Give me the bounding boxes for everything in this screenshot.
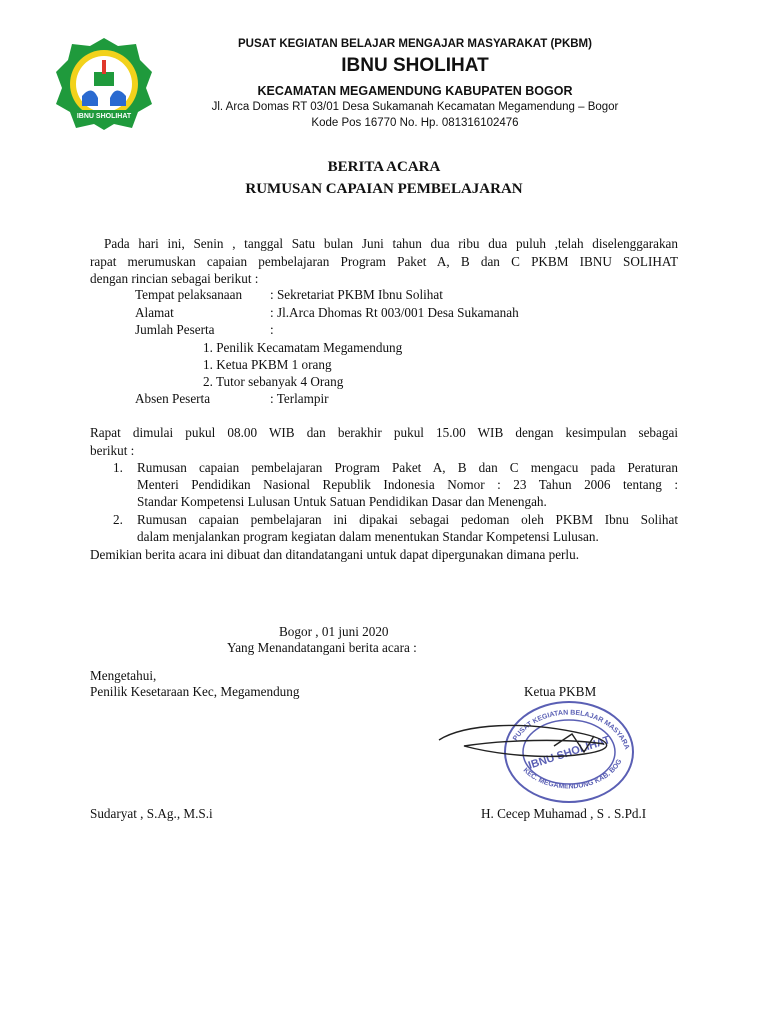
conclusion-1-line-1: Rumusan capaian pembelajaran Program Paket A, B dan C mengacu pada Peraturan — [137, 460, 678, 475]
rapat-line-2: berikut : — [90, 443, 135, 458]
official-stamp — [434, 694, 634, 804]
absen-value: : Terlampir — [270, 391, 329, 406]
closing-statement: Demikian berita acara ini dibuat dan ditandatangani untuk dapat dipergunakan dimana perlu. — [90, 547, 579, 562]
left-signer-name: Sudaryat , S.Ag., M.S.i — [90, 806, 213, 821]
right-signer-title: Ketua PKBM — [524, 684, 597, 699]
tempat-value: : Sekretariat PKBM Ibnu Solihat — [270, 287, 443, 302]
alamat-label: Alamat — [135, 305, 174, 320]
absen-label: Absen Peserta — [135, 391, 211, 406]
stamp-text-center: IBNU SHOLIHAT — [526, 734, 612, 772]
conclusion-number-1: 1. — [113, 460, 123, 475]
rapat-line-1: Rapat dimulai pukul 08.00 WIB dan berakhir pukul 15.00 WIB dengan kesimpulan sebagai — [90, 425, 678, 440]
logo-text-bottom: IBNU SHOLIHAT — [76, 113, 132, 120]
letterhead-postal: Kode Pos 16770 No. Hp. 081316102476 — [311, 117, 519, 129]
stamp-text-top: PUSAT KEGIATAN BELAJAR MASYARA — [512, 709, 631, 751]
mengetahui-label: Mengetahui, — [90, 668, 157, 683]
tempat-label: Tempat pelaksanaan — [135, 287, 243, 302]
intro-line-3: dengan rincian sebagai berikut : — [90, 271, 259, 286]
conclusion-1-line-3: Standar Kompetensi Lulusan Untuk Satuan Pendidikan Dasar dan Menengah. — [137, 494, 547, 509]
date-place: Bogor , 01 juni 2020 — [279, 624, 389, 639]
conclusion-1-line-2: Menteri Pendidikan Nasional Republik Indonesia Nomor : 23 Tahun 2006 tentang : — [137, 477, 678, 492]
jumlah-label: Jumlah Peserta — [135, 322, 215, 337]
letterhead-line1: PUSAT KEGIATAN BELAJAR MENGAJAR MASYARAKAT (PKBM) — [238, 38, 592, 50]
peserta-item: 1. Penilik Kecamatam Megamendung — [203, 340, 403, 355]
right-signer-name: H. Cecep Muhamad , S . S.Pd.I — [481, 806, 647, 821]
letterhead-address: Jl. Arca Domas RT 03/01 Desa Sukamanah Kecamatan Megamendung – Bogor — [211, 101, 619, 113]
intro-line-1: Pada hari ini, Senin , tanggal Satu bulan Juni tahun dua ribu dua puluh ,telah diselenggarakan — [104, 236, 678, 251]
document-subtitle: RUMUSAN CAPAIAN PEMBELAJARAN — [245, 181, 523, 197]
signers-intro: Yang Menandatangani berita acara : — [227, 640, 417, 655]
conclusion-number-2: 2. — [113, 512, 123, 527]
conclusion-2-line-2: dalam menjalankan program kegiatan dalam menentukan Standar Kompetensi Lulusan. — [137, 529, 599, 544]
pkbm-logo — [52, 36, 156, 130]
stamp-text-bottom: KEC. MEGAMENDUNG KAB. BOG — [521, 758, 624, 791]
letterhead-name: IBNU SHOLIHAT — [341, 55, 489, 76]
peserta-item: 2. Tutor sebanyak 4 Orang — [203, 374, 344, 389]
letterhead-district: KECAMATAN MEGAMENDUNG KABUPATEN BOGOR — [257, 84, 573, 98]
conclusion-2-line-1: Rumusan capaian pembelajaran ini dipakai sebagai pedoman oleh PKBM Ibnu Solihat — [137, 512, 678, 527]
left-signer-title: Penilik Kesetaraan Kec, Megamendung — [90, 684, 300, 699]
document-title: BERITA ACARA — [327, 159, 441, 175]
intro-line-2: rapat merumuskan capaian pembelajaran Program Paket A, B dan C PKBM IBNU SOLIHAT — [90, 254, 678, 269]
alamat-value: : Jl.Arca Dhomas Rt 003/001 Desa Sukamanah — [270, 305, 519, 320]
peserta-item: 1. Ketua PKBM 1 orang — [203, 357, 332, 372]
jumlah-colon: : — [270, 322, 274, 337]
